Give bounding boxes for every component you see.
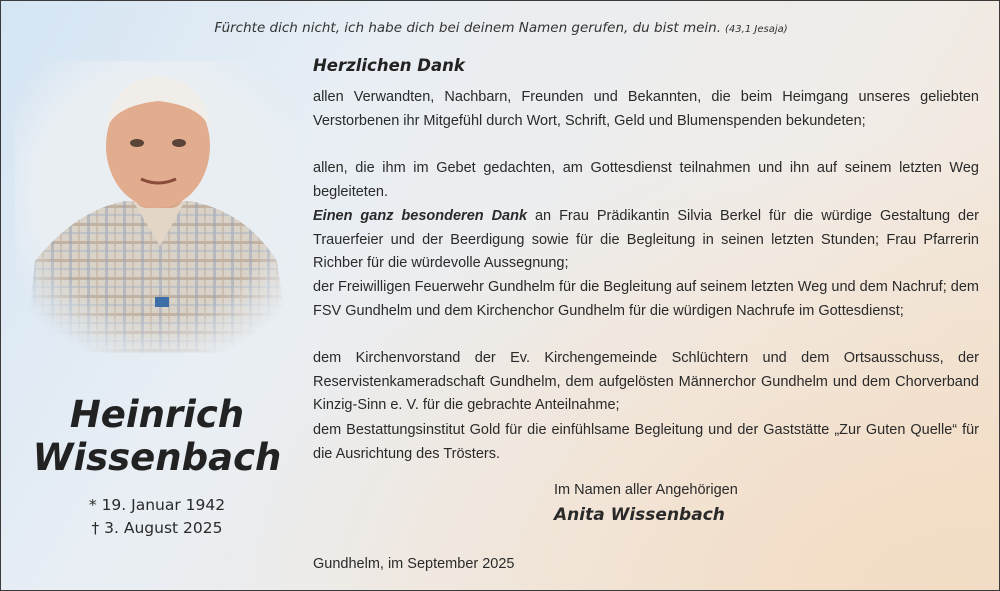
death-date: † 3. August 2025 bbox=[91, 519, 223, 537]
portrait-photo bbox=[15, 61, 297, 353]
birth-date: * 19. Januar 1942 bbox=[88, 496, 226, 514]
thanks-paragraph-5: dem Kirchenvorstand der Ev. Kirchengemeinde Schlüchtern und dem Ortsausschuss, der Reservistenkameradschaft Gundhelm, dem aufgelösten Männerchor Gundhelm und dem Chorverband Kinzig-Sinn e. V. für die gebrachte Anteilnahme; bbox=[313, 350, 979, 413]
deceased-first-name: Heinrich bbox=[69, 393, 245, 436]
thanks-paragraph-6: dem Bestattungsinstitut Gold für die einfühlsame Begleitung und der Gaststätte „Zur Guten Quelle“ für die Ausrichtung des Trösters. bbox=[313, 422, 979, 462]
signature-intro: Im Namen aller Angehörigen bbox=[554, 482, 738, 498]
thanks-paragraph-4: der Freiwilligen Feuerwehr Gundhelm für die Begleitung auf seinem letzten Weg und dem Nachruf; dem FSV Gundhelm und dem Kirchenchor Gundhelm für die würdigen Nachrufe im Gottesdienst; bbox=[313, 279, 979, 319]
verse-reference: (43,1 Jesaja) bbox=[725, 24, 788, 35]
bible-verse bbox=[1, 20, 1000, 36]
special-thanks-lead: Einen ganz besonderen Dank bbox=[313, 208, 528, 224]
signature-name: Anita Wissenbach bbox=[554, 505, 725, 525]
thanks-paragraph-1: allen Verwandten, Nachbarn, Freunden und Bekannten, die beim Heimgang unseres geliebten Verstorbenen ihr Mitgefühl durch Wort, Schrift, Geld und Blumenspenden bekundeten; bbox=[313, 89, 979, 129]
thanks-paragraph-3 bbox=[313, 205, 979, 276]
deceased-last-name: Wissenbach bbox=[32, 436, 282, 479]
place-and-date: Gundhelm, im September 2025 bbox=[313, 556, 515, 572]
verse-text: Fürchte dich nicht, ich habe dich bei deinem Namen gerufen, du bist mein. bbox=[214, 20, 722, 36]
special-thanks-text: an Frau Prädikantin Silvia Berkel für die würdige Gestaltung der Trauerfeier und der Beerdigung sowie für die Begleitung in seinen letzten Stunden; Frau Pfarrerin Richber für die würdevolle Aussegnung; bbox=[313, 208, 979, 271]
thanks-paragraph-2: allen, die ihm im Gebet gedachten, am Gottesdienst teilnahmen und ihn auf seinem letzten Weg begleiteten. bbox=[313, 160, 979, 200]
thanks-heading: Herzlichen Dank bbox=[313, 56, 465, 75]
